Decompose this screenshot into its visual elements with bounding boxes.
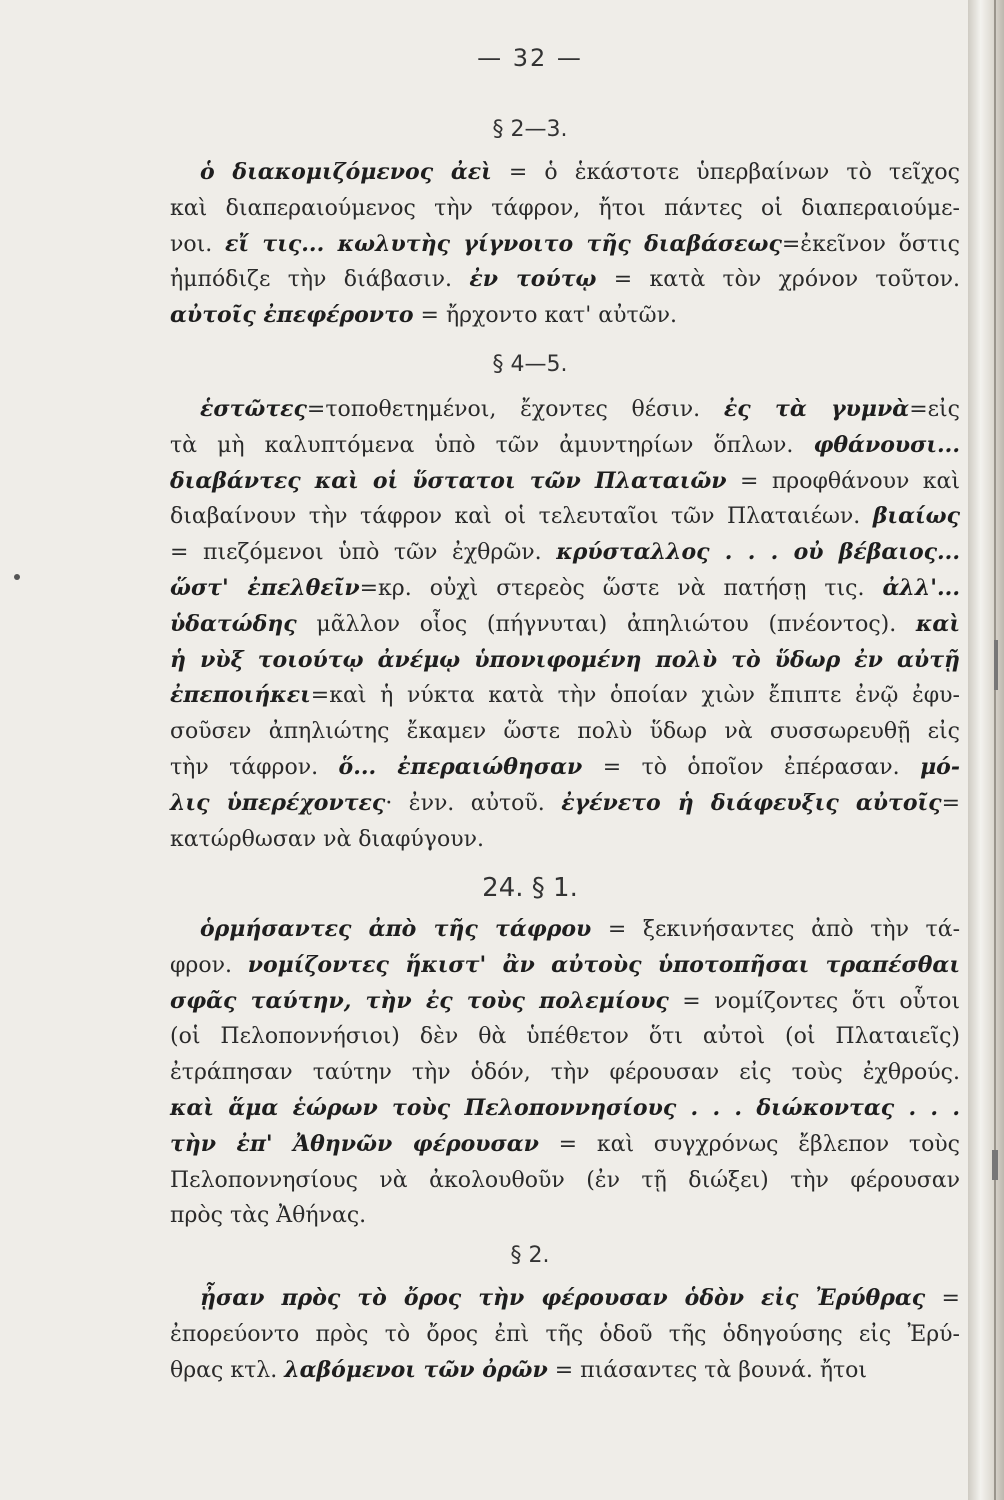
commentary-text: · ἐνν. αὐτοῦ. — [385, 790, 562, 816]
text-line — [170, 1198, 960, 1234]
commentary-text: φρον. — [170, 952, 248, 978]
lemma-text: τὴν ἐπ' Ἀθηνῶν φέρουσαν — [170, 1130, 539, 1157]
commentary-text: πρὸς τὰς Ἀθήνας. — [170, 1203, 367, 1229]
text-line — [170, 786, 960, 822]
text-line — [170, 714, 960, 750]
page-edge — [968, 0, 1004, 1500]
text-line — [170, 428, 960, 464]
text-line — [170, 155, 960, 191]
lemma-text: ὑδατώδης — [170, 610, 297, 637]
lemma-text: καὶ — [915, 610, 960, 637]
lemma-text: φθάνουσι... — [813, 431, 960, 458]
lemma-text: ὥστ' ἐπελθεῖν — [170, 574, 360, 601]
commentary-text: τὴν τάφρον. — [170, 754, 339, 780]
section-heading-4: § 2. — [510, 1243, 550, 1268]
lemma-text: βιαίως — [872, 503, 960, 530]
lemma-text: εἴ τις... κωλυτὴς γίγνοιτο τῆς διαβάσεως — [224, 230, 782, 257]
lemma-text: ὁρμήσαντες ἀπὸ τῆς τάφρου — [200, 916, 592, 942]
lemma-text: νομίζοντες ἥκιστ' ἂν αὐτοὺς ὑποτοπῆσαι τραπέσθαι — [247, 951, 960, 978]
commentary-text: νοι. — [170, 231, 225, 257]
lemma-text: ἡ νὺξ τοιούτῳ ἀνέμῳ ὑπονιφομένη πολὺ τὸ ὕδωρ ἐν αὐτῇ — [170, 646, 960, 673]
text-line — [170, 499, 960, 535]
text-line — [170, 262, 960, 298]
commentary-text: ἐτράπησαν ταύτην τὴν ὁδόν, τὴν φέρουσαν εἰς τοὺς ἐχθρούς. — [170, 1060, 960, 1086]
commentary-text: θρας κτλ. — [170, 1357, 285, 1383]
commentary-text: = πιάσαντες τὰ βουνά. ἤτοι — [547, 1357, 868, 1383]
commentary-text: = νομίζοντες ὅτι οὗτοι — [668, 988, 961, 1014]
commentary-text: = καὶ συγχρόνως ἔβλεπον τοὺς — [538, 1131, 961, 1157]
commentary-text: = ξεκινήσαντες ἀπὸ τὴν τά- — [591, 917, 960, 942]
commentary-text: (οἱ Πελοποννήσιοι) δὲν θὰ ὑπέθετον ὅτι αὐτοὶ (οἱ Πλαταιεῖς) — [170, 1024, 960, 1050]
page-number: — 32 — — [477, 44, 583, 72]
lemma-text: αὐτοῖς ἐπεφέροντο — [170, 302, 414, 329]
commentary-text: ἠμπόδιζε τὴν διάβασιν. — [170, 267, 470, 293]
commentary-text: =τοποθετημένοι, ἔχοντες θέσιν. — [306, 397, 724, 422]
text-line — [170, 298, 960, 334]
text-line — [170, 1091, 960, 1127]
section-heading-1: § 2—3. — [492, 117, 568, 142]
text-line — [170, 1019, 960, 1055]
paragraph-4 — [170, 1281, 960, 1388]
lemma-text: ἀλλ'... — [882, 574, 960, 601]
text-line — [170, 1163, 960, 1199]
lemma-text: διαβάντες καὶ οἱ ὕστατοι τῶν Πλαταιῶν — [170, 467, 727, 494]
commentary-text: τὰ μὴ καλυπτόμενα ὑπὸ τῶν ἀμυντηρίων ὅπλων. — [170, 432, 814, 458]
bleed-mark — [992, 1150, 998, 1180]
lemma-text: ὅ... ἐπεραιώθησαν — [338, 753, 583, 780]
text-line — [170, 1353, 960, 1389]
text-line — [170, 678, 960, 714]
paragraph-2 — [170, 392, 960, 857]
text-line — [170, 607, 960, 643]
lemma-text: κρύσταλλος . . . οὐ βέβαιος... — [556, 539, 960, 566]
text-line — [170, 948, 960, 984]
ink-dot — [14, 574, 20, 580]
text-line — [170, 392, 960, 428]
text-line — [170, 464, 960, 500]
lemma-text: ἑστῶτες — [200, 396, 307, 422]
lemma-text: ἐς τὰ γυμνὰ — [723, 396, 910, 422]
text-line — [170, 535, 960, 571]
commentary-text: = — [941, 790, 960, 816]
lemma-text: ἐπεποιήκει — [170, 682, 311, 709]
text-line — [170, 227, 960, 263]
commentary-text: διαβαίνουν τὴν τάφρον καὶ οἱ τελευταῖοι τῶν Πλαταιέων. — [170, 504, 873, 530]
section-heading-2: § 4—5. — [492, 352, 568, 377]
commentary-text: Πελοποννησίους νὰ ἀκολουθοῦν (ἐν τῇ διώξει) τὴν φέρουσαν — [170, 1167, 960, 1193]
text-line — [170, 571, 960, 607]
commentary-text: = ὁ ἑκάστοτε ὑπερβαίνων τὸ τεῖχος — [491, 160, 960, 185]
commentary-text: μᾶλλον οἷος (πήγνυται) ἀπηλιώτου (πνέοντος). — [296, 611, 916, 637]
commentary-text: ἐπορεύοντο πρὸς τὸ ὄρος ἐπὶ τῆς ὁδοῦ τῆς ὁδηγούσης εἰς Ἐρύ- — [170, 1321, 960, 1347]
commentary-text: =κρ. οὐχὶ στερεὸς ὥστε νὰ πατήσῃ τις. — [359, 575, 883, 601]
lemma-text: μό- — [920, 753, 960, 780]
commentary-text: σοῦσεν ἀπηλιώτης ἔκαμεν ὥστε πολὺ ὕδωρ νὰ συσσωρευθῇ εἰς — [170, 719, 960, 745]
lemma-text: σφᾶς ταύτην, τὴν ἐς τοὺς πολεμίους — [170, 987, 669, 1014]
bleed-mark — [994, 640, 998, 690]
commentary-text: = — [925, 1286, 960, 1311]
text-line — [170, 750, 960, 786]
commentary-text: κατώρθωσαν νὰ διαφύγουν. — [170, 826, 484, 852]
commentary-text: = τὸ ὁποῖον ἐπέρασαν. — [582, 754, 921, 780]
lemma-text: ἐγένετο ἡ διάφευξις αὐτοῖς — [561, 789, 942, 816]
lemma-text: ἐν τούτῳ — [469, 266, 597, 293]
commentary-text: =εἰς — [909, 397, 960, 422]
paragraph-3 — [170, 912, 960, 1234]
text-line — [170, 1281, 960, 1317]
lemma-text: ᾖσαν πρὸς τὸ ὄρος τὴν φέρουσαν ὁδὸν εἰς Ἐρύθρας — [200, 1285, 926, 1311]
text-line — [170, 1055, 960, 1091]
commentary-text: = κατὰ τὸν χρόνον τοῦτον. — [596, 267, 960, 293]
paragraph-1 — [170, 155, 960, 334]
commentary-text: = προφθάνουν καὶ — [726, 468, 961, 494]
commentary-text: = πιεζόμενοι ὑπὸ τῶν ἐχθρῶν. — [170, 540, 557, 566]
text-line — [170, 912, 960, 948]
commentary-text: =καὶ ἡ νύκτα κατὰ τὴν ὁποίαν χιὼν ἔπιπτε ἐνῷ ἐφυ- — [310, 683, 960, 709]
lemma-text: λαβόμενοι τῶν ὀρῶν — [284, 1356, 548, 1383]
commentary-text: καὶ διαπεραιούμενος τὴν τάφρον, ἤτοι πάντες οἱ διαπεραιούμε- — [170, 195, 960, 221]
commentary-text: =ἐκεῖνον ὅστις — [781, 231, 960, 257]
lemma-text: ὁ διακομιζόμενος ἀεὶ — [200, 159, 492, 185]
lemma-text: καὶ ἅμα ἑώρων τοὺς Πελοποννησίους . . . διώκοντας . . . — [170, 1094, 960, 1121]
text-line — [170, 643, 960, 679]
text-line — [170, 984, 960, 1020]
lemma-text: λις ὑπερέχοντες — [170, 789, 386, 816]
text-line — [170, 1127, 960, 1163]
text-line — [170, 191, 960, 227]
text-line — [170, 1317, 960, 1353]
commentary-text: = ἤρχοντο κατ' αὐτῶν. — [413, 303, 677, 329]
section-heading-3: 24. § 1. — [482, 873, 578, 903]
text-line — [170, 822, 960, 858]
